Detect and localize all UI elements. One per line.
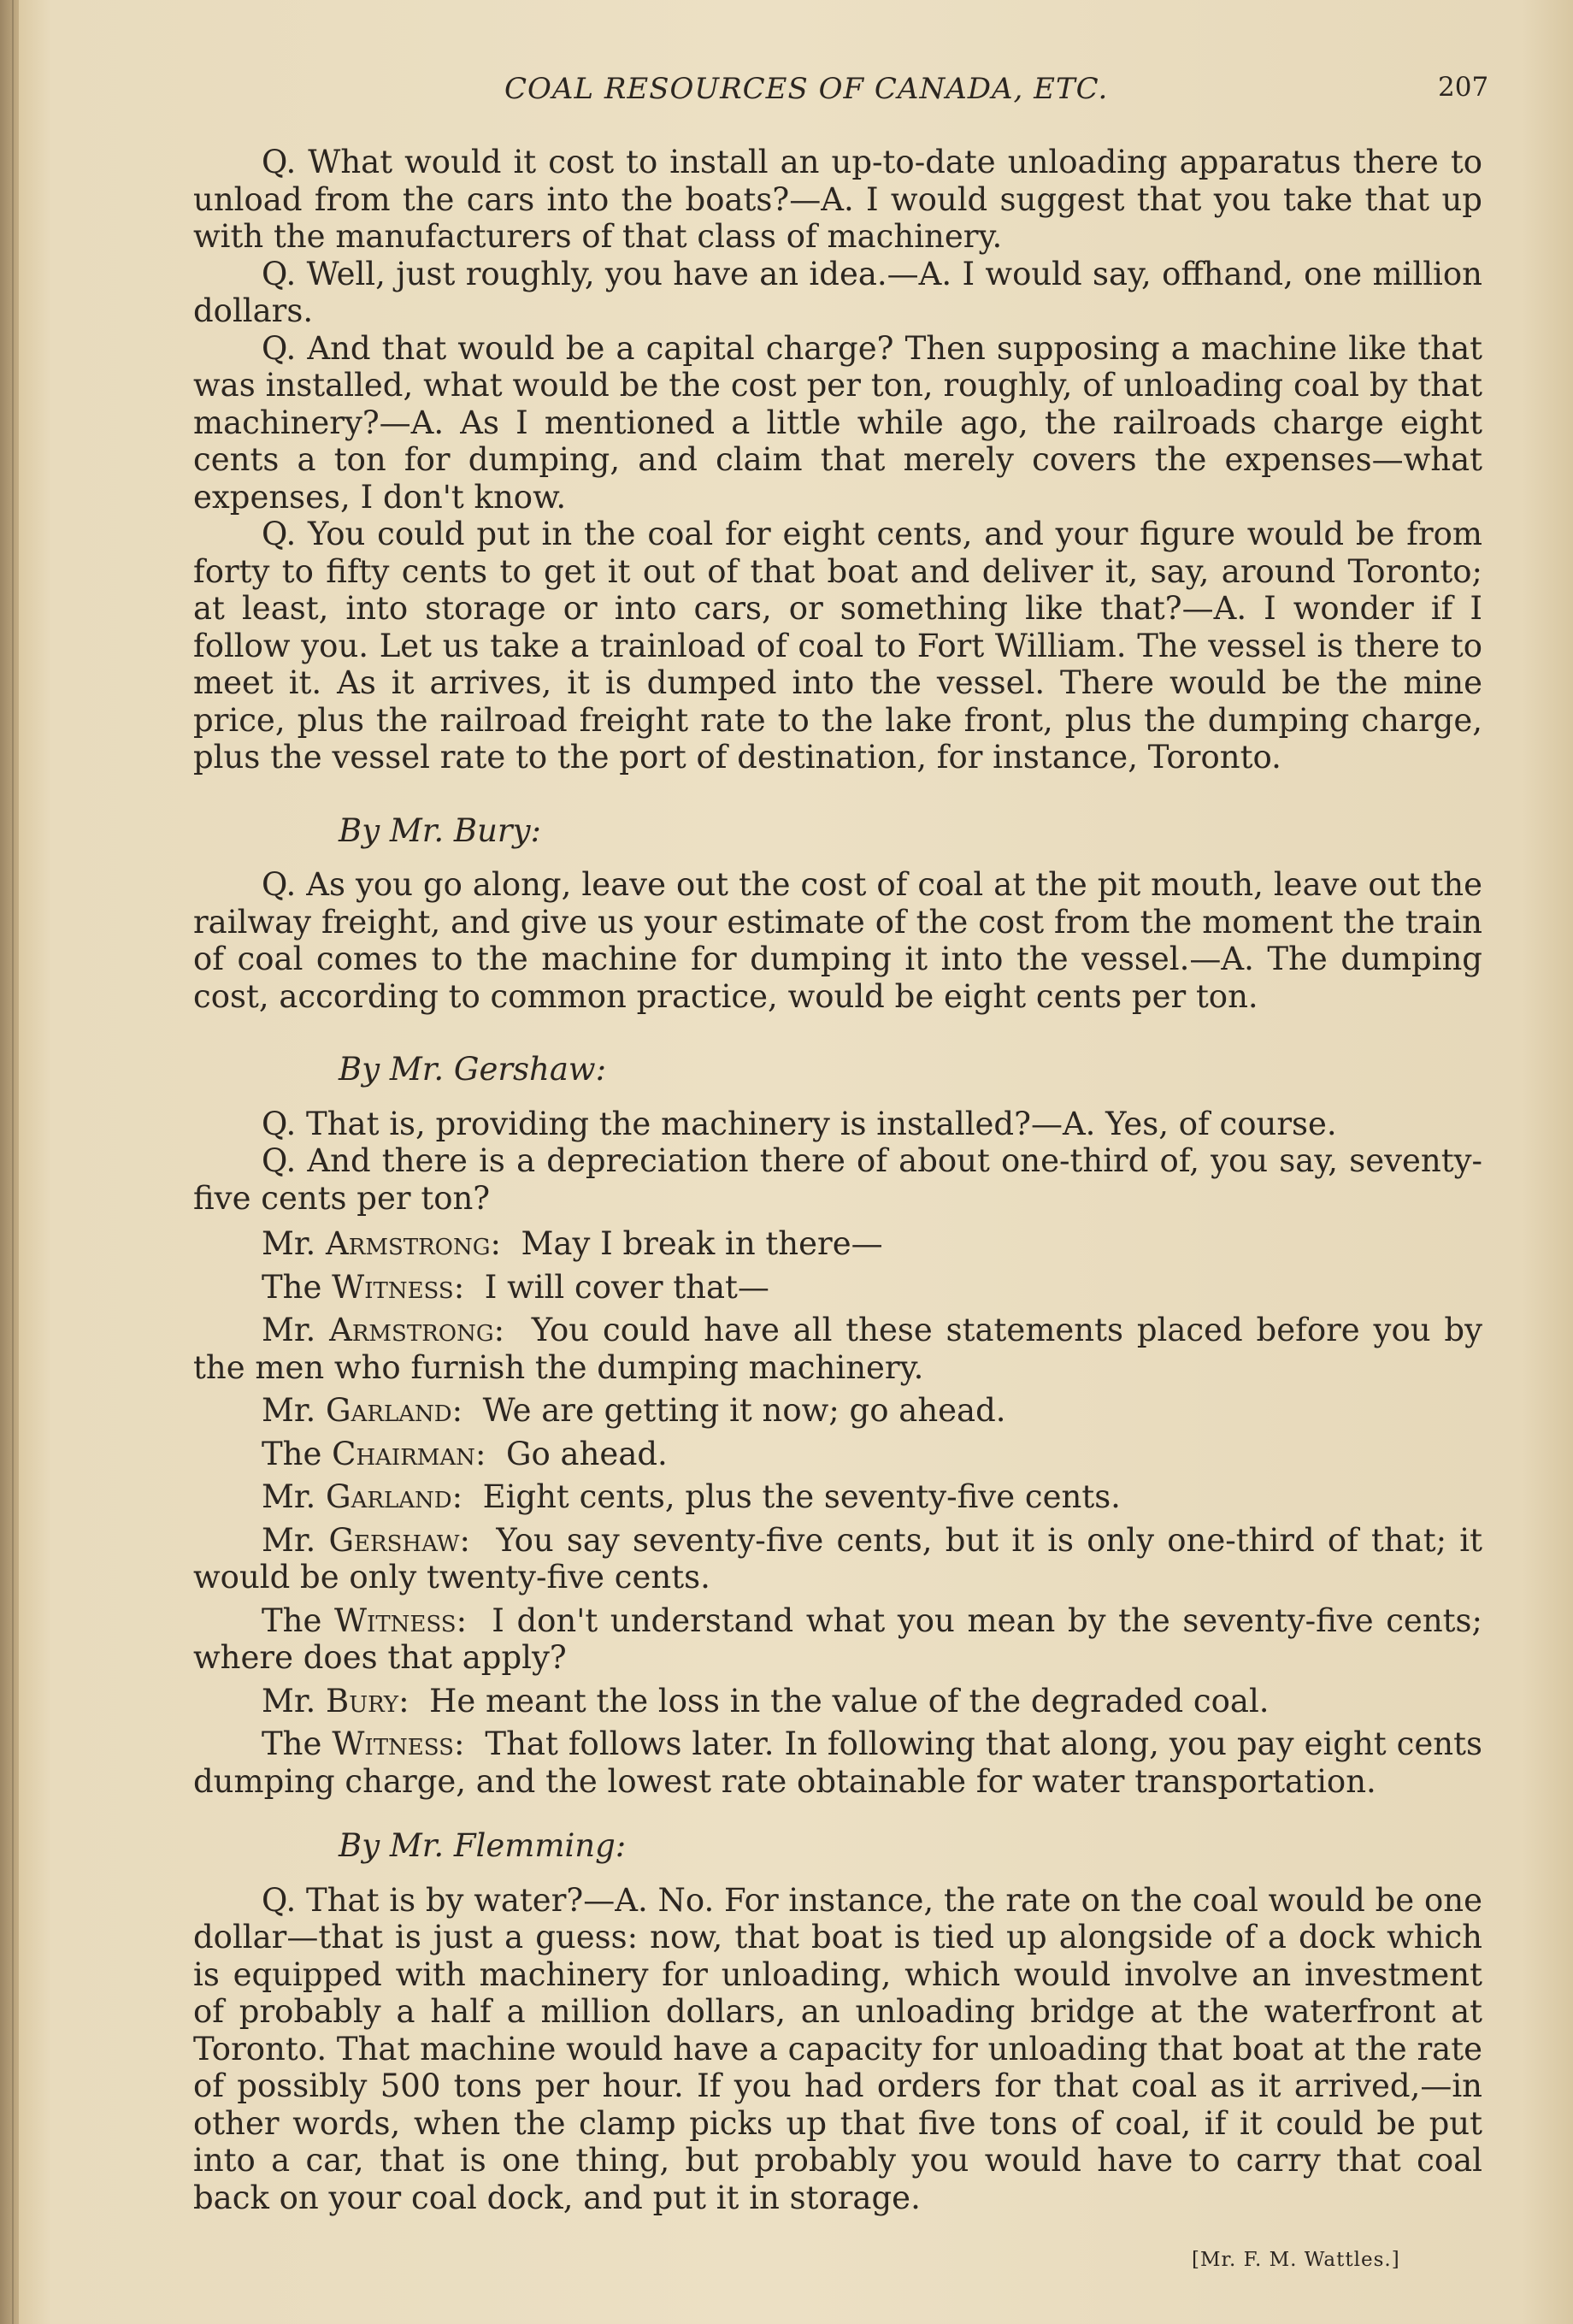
speaker-prefix: Mr.: [262, 1312, 330, 1348]
speaker-name: Witness: [334, 1601, 457, 1639]
book-binding-edge: [0, 0, 19, 2324]
paragraph: Q. You could put in the coal for eight cents, and your figure would be from forty to fifty cents to get it out of that boat and deliver it, say, around Toronto; at least, into storage or into cars, or something like that?—A. I wonder if I follow you. Let us take a trainload of coal to Fort William. The vessel is there to meet it. As it arrives, it is dumped into the vessel. There would be the mine price, plus the railroad freight rate to the lake front, plus the dumping charge, plus the vessel rate to the port of destination, for instance, Toronto.: [193, 516, 1482, 776]
running-header: COAL RESOURCES OF CANADA, ETC.: [504, 72, 1109, 106]
speech-text: Go ahead.: [505, 1435, 668, 1472]
speaker-prefix: Mr.: [262, 1225, 327, 1262]
speaker-line: Mr. Bury: He meant the loss in the value of the degraded coal.: [262, 1682, 1270, 1719]
speaker-name: Armstrong: [326, 1225, 491, 1262]
speaker-prefix: Mr.: [262, 1392, 327, 1429]
speaker-prefix: The: [262, 1725, 333, 1762]
speaker-name: Witness: [332, 1268, 454, 1306]
paragraph: Q. As you go along, leave out the cost of coal at the pit mouth, leave out the railway freight, and give us your estimate of the cost from the moment the train of coal comes to the machine for dumping it into the vessel.—A. The dumping cost, according to common practice, would be eight cents per ton.: [193, 866, 1482, 1015]
speaker-line: Mr. Garland: We are getting it now; go ahead.: [262, 1392, 1006, 1429]
speech-text: I will cover that—: [484, 1268, 769, 1306]
section-heading-flemming: By Mr. Flemming:: [339, 1827, 627, 1864]
paragraph: Q. That is by water?—A. No. For instance, the rate on the coal would be one dollar—that is just a guess: now, that boat is tied up alongside of a dock which is equipped with machinery for unloading, which would involve an investment of probably a half a million dollars, an unloading bridge at the waterfront at Toronto. That machine would have a capacity for unloading that boat at the rate of possibly 500 tons per hour. If you had orders for that coal as it arrived,—in other words, when the clamp picks up that five tons of coal, if it could be put into a car, that is one thing, but probably you would have to carry that coal back on your coal dock, and put it in storage.: [193, 1881, 1482, 2216]
speech-text: You could have all these statements placed before you by the men who furnish the dumping machinery.: [193, 1312, 1482, 1386]
speaker-prefix: Mr.: [262, 1478, 327, 1515]
speaker-name: Armstrong: [329, 1312, 494, 1348]
binding-fold-line: [12, 0, 14, 2324]
speaker-line: Mr. Garland: Eight cents, plus the seventy-five cents.: [262, 1478, 1121, 1515]
speech-text: I don't understand what you mean by the seventy-five cents; where does that apply?: [193, 1601, 1482, 1676]
speaker-line: The Witness: I will cover that—: [262, 1268, 769, 1306]
speaker-prefix: The: [262, 1268, 333, 1306]
speaker-prefix: The: [262, 1601, 335, 1639]
speaker-line: Mr. Armstrong: May I break in there—: [262, 1225, 883, 1262]
speech-text: May I break in there—: [521, 1225, 883, 1262]
speaker-name: Garland: [326, 1392, 452, 1429]
paragraph: Q. That is, providing the machinery is installed?—A. Yes, of course.: [262, 1105, 1337, 1142]
speech-text: You say seventy-five cents, but it is only one-third of that; it would be only twenty-five cents.: [193, 1521, 1483, 1596]
speaker-prefix: Mr.: [262, 1682, 327, 1719]
section-heading-bury: By Mr. Bury:: [339, 811, 541, 849]
speech-text: We are getting it now; go ahead.: [482, 1392, 1006, 1429]
speaker-name: Garland: [326, 1478, 452, 1515]
speaker-name: Gershaw: [328, 1521, 460, 1559]
section-heading-gershaw: By Mr. Gershaw:: [339, 1051, 607, 1088]
speaker-prefix: The: [262, 1435, 333, 1472]
speaker-footer-note: [Mr. F. M. Wattles.]: [1192, 2249, 1400, 2271]
page-number: 207: [1438, 72, 1489, 103]
body-text: [193, 144, 1482, 2216]
speaker-line: The Chairman: Go ahead.: [262, 1435, 668, 1472]
speaker-prefix: Mr.: [262, 1521, 329, 1559]
paragraph: Q. What would it cost to install an up-to-date unloading apparatus there to unload from the cars into the boats?—A. I would suggest that you take that up with the manufacturers of that class of machinery.: [193, 144, 1482, 255]
paragraph: Q. And there is a depreciation there of about one-third of, you say, seventy-five cents per ton?: [193, 1142, 1482, 1217]
speaker-line: Mr. Armstrong: You could have all these statements placed before you by the men who furnish the dumping machinery.: [193, 1312, 1482, 1386]
speech-text: Eight cents, plus the seventy-five cents.: [482, 1478, 1121, 1515]
speaker-line: The Witness: I don't understand what you mean by the seventy-five cents; where does that apply?: [193, 1601, 1482, 1676]
speech-text: That follows later. In following that along, you pay eight cents dumping charge, and the lowest rate obtainable for water transportation.: [193, 1725, 1482, 1800]
paragraph: Q. Well, just roughly, you have an idea.—A. I would say, offhand, one million dollars.: [193, 255, 1482, 329]
speaker-name: Witness: [332, 1725, 454, 1762]
speaker-line: Mr. Gershaw: You say seventy-five cents, but it is only one-third of that; it would be only twenty-five cents.: [193, 1521, 1483, 1596]
speaker-name: Chairman: [332, 1435, 475, 1472]
speaker-line: The Witness: That follows later. In following that along, you pay eight cents dumping charge, and the lowest rate obtainable for water transportation.: [193, 1725, 1482, 1800]
speech-text: He meant the loss in the value of the degraded coal.: [429, 1682, 1270, 1719]
paragraph: Q. And that would be a capital charge? Then supposing a machine like that was installed, what would be the cost per ton, roughly, of unloading coal by that machinery?—A. As I mentioned a little while ago, the railroads charge eight cents a ton for dumping, and claim that merely covers the expenses—what expenses, I don't know.: [193, 329, 1482, 516]
speaker-name: Bury: [326, 1682, 399, 1719]
